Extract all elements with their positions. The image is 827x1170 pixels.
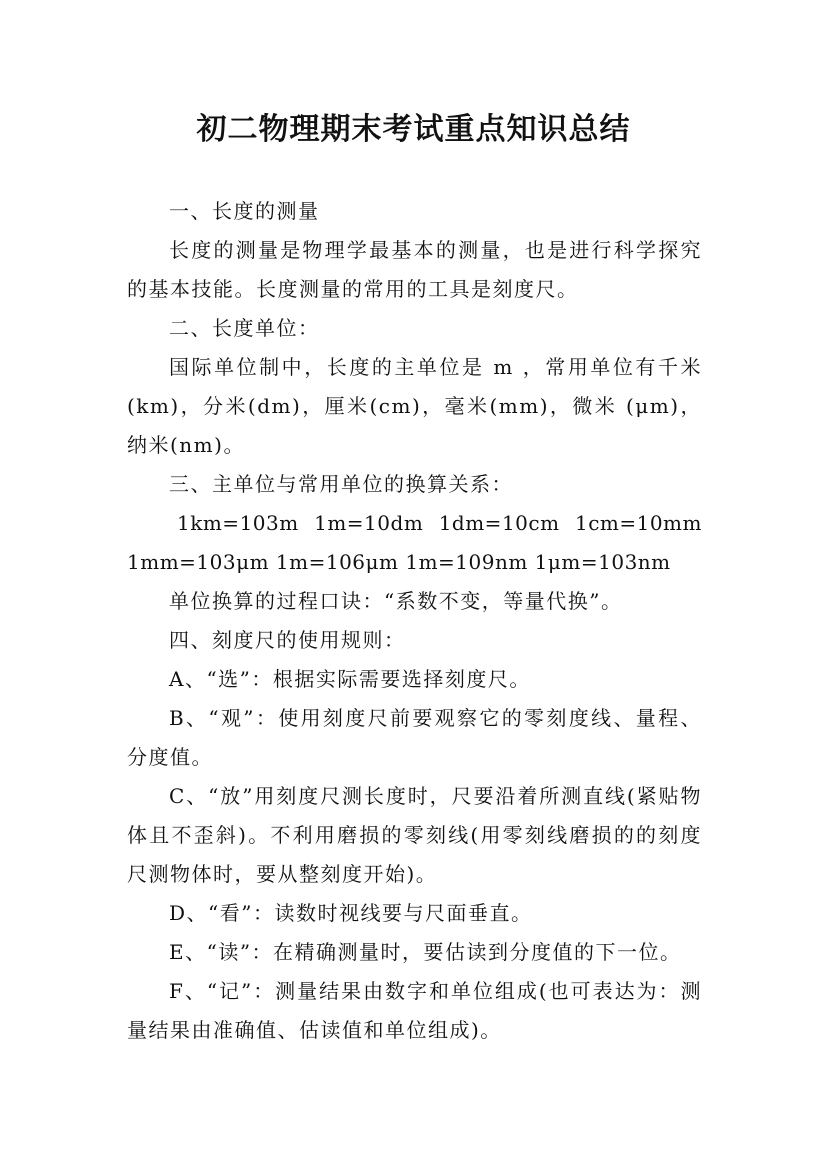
rule-b-observe: B、“观”：使用刻度尺前要观察它的零刻度线、量程、分度值。 [127, 706, 702, 769]
rule-d-look: D、“看”：读数时视线要与尺面垂直。 [169, 901, 533, 925]
paragraph-length-measurement: 长度的测量是物理学最基本的测量，也是进行科学探究的基本技能。长度测量的常用的工具是刻度尺。 [127, 238, 702, 301]
rule-f-record: F、“记”：测量结果由数字和单位组成(也可表达为：测量结果由准确值、估读值和单位组成)。 [127, 979, 702, 1042]
heading-length-units: 二、长度单位： [169, 316, 320, 340]
document-title: 初二物理期末考试重点知识总结 [196, 112, 631, 147]
rule-a-select: A、“选”：根据实际需要选择刻度尺。 [169, 667, 531, 691]
heading-unit-conversion: 三、主单位与常用单位的换算关系： [169, 472, 513, 496]
heading-length-measurement: 一、长度的测量 [169, 199, 320, 223]
document-body [127, 192, 702, 1050]
heading-ruler-rules: 四、刻度尺的使用规则： [169, 628, 406, 652]
paragraph-conversion-rhyme: 单位换算的过程口诀：“系数不变，等量代换”。 [169, 589, 623, 613]
rule-e-read: E、“读”：在精确测量时，要估读到分度值的下一位。 [169, 940, 682, 964]
rule-c-place: C、“放”用刻度尺测长度时，尺要沿着所测直线(紧贴物体且不歪斜)。不利用磨损的零刻线(用零刻线磨损的的刻度尺测物体时，要从整刻度开始)。 [127, 784, 702, 886]
conversion-formulas: 1km=103m 1m=10dm 1dm=10cm 1cm=10mm 1mm=103μm 1m=106μm 1m=109nm 1μm=103nm [127, 511, 702, 574]
paragraph-length-units: 国际单位制中，长度的主单位是 m ，常用单位有千米(km)，分米(dm)，厘米(cm)，毫米(mm)，微米 (μm)，纳米(nm)。 [127, 355, 702, 457]
